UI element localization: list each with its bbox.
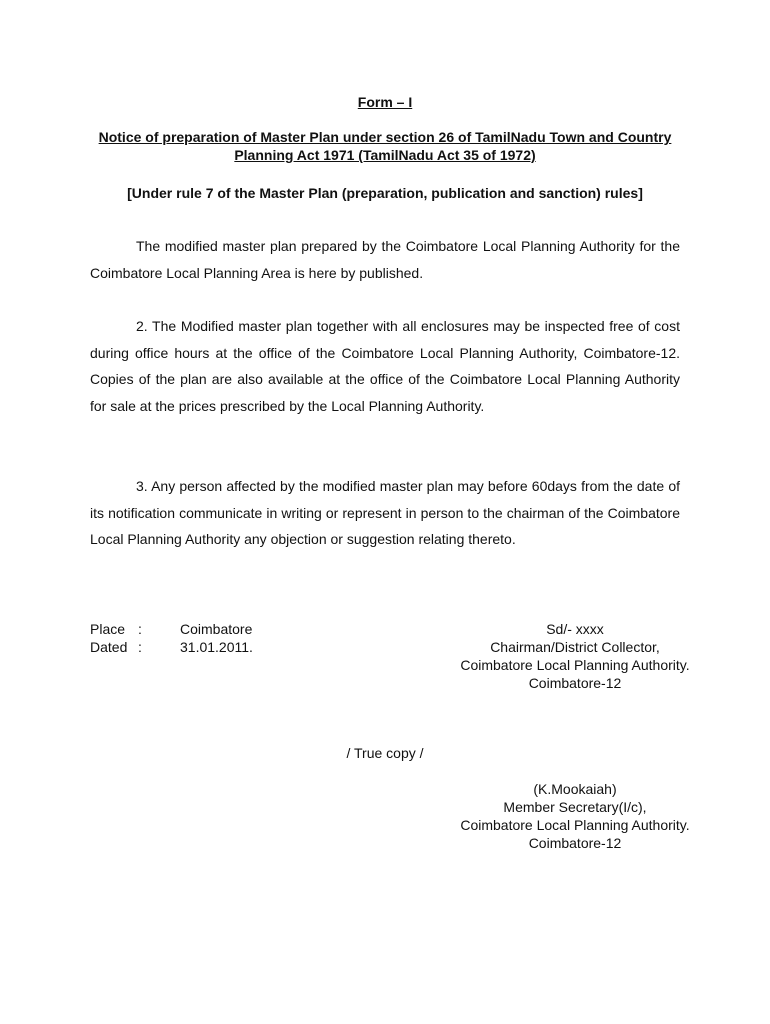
paragraph-1: The modified master plan prepared by the Coimbatore Local Planning Authority for the Coimbatore Local Planning Area is here by published. xyxy=(90,238,680,281)
true-copy-label: / True copy / xyxy=(346,745,424,761)
secretary-organization: Coimbatore Local Planning Authority. xyxy=(460,817,690,833)
secretary-designation: Member Secretary(I/c), xyxy=(503,799,647,815)
signatory-location: Coimbatore-12 xyxy=(528,675,622,691)
secretary-signature-block xyxy=(430,780,720,852)
notice-title: Notice of preparation of Master Plan under section 26 of TamilNadu Town and Country Planning Act 1971 (TamilNadu Act 35 of 1972) xyxy=(98,129,672,163)
form-title: Form – I xyxy=(357,94,413,110)
secretary-location: Coimbatore-12 xyxy=(528,835,622,851)
signature-line: Sd/- xxxx xyxy=(546,621,604,637)
paragraph-2: 2. The Modified master plan together with all enclosures may be inspected free of cost during office hours at the office of the Coimbatore Local Planning Authority, Coimbatore-12. Copies of the plan are also available at the office of the Coimbatore Local Planning Authority for sale at the prices prescribed by the Local Planning Authority. xyxy=(90,318,680,414)
place-colon: : xyxy=(138,621,142,637)
place-label: Place xyxy=(90,621,126,637)
chairman-signature-block xyxy=(430,620,720,692)
dated-colon: : xyxy=(138,639,142,655)
rule-reference: [Under rule 7 of the Master Plan (preparation, publication and sanction) rules] xyxy=(127,185,643,201)
place-value: Coimbatore xyxy=(180,621,253,637)
dated-label: Dated xyxy=(90,639,128,655)
signatory-organization: Coimbatore Local Planning Authority. xyxy=(460,657,690,673)
dated-row xyxy=(90,638,253,656)
dated-value: 31.01.2011. xyxy=(180,639,253,655)
place-row xyxy=(90,620,253,638)
secretary-name: (K.Mookaiah) xyxy=(533,781,617,797)
place-date-block xyxy=(90,620,253,656)
signatory-designation: Chairman/District Collector, xyxy=(490,639,660,655)
paragraph-3: 3. Any person affected by the modified master plan may before 60days from the date of its notification communicate in writing or represent in person to the chairman of the Coimbatore Local Planning Authority any objection or suggestion relating thereto. xyxy=(90,478,680,547)
